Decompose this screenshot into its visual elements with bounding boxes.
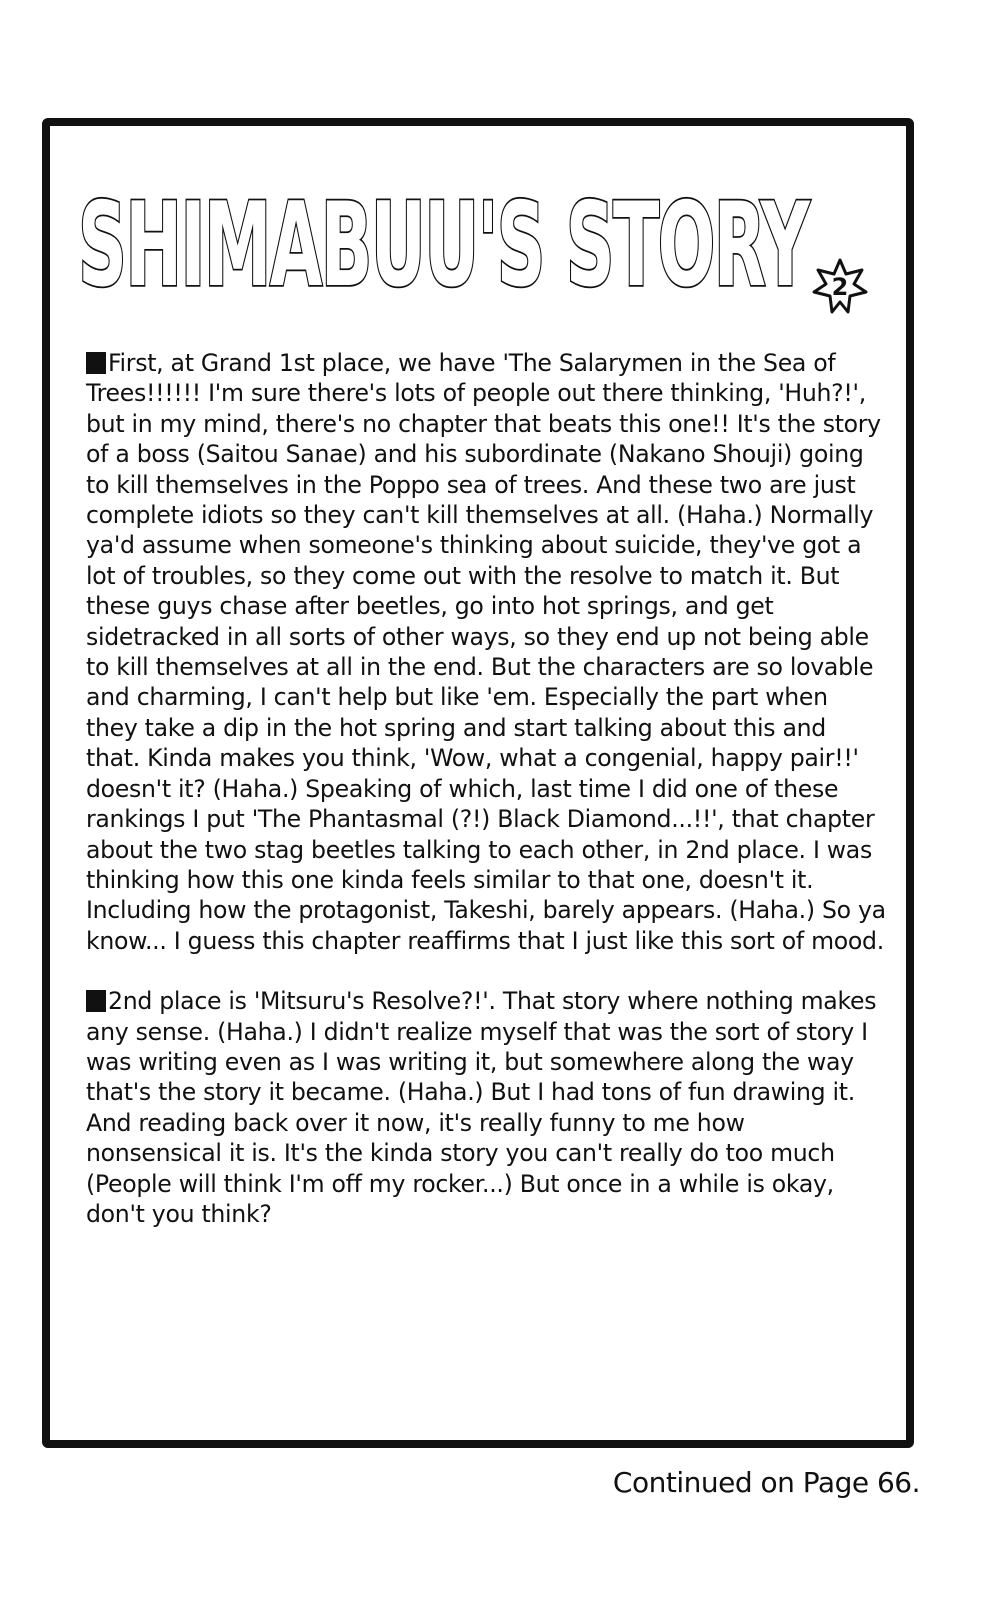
paragraph-text: 2nd place is 'Mitsuru's Resolve?!'. That story where nothing makes any sense. (Haha.) I didn't realize myself that was the sort of story I was writing even as I was writing it, but somewhere along the way that's the story it became. (Haha.) But I had tons of fun drawing it. And reading back over it now, it's really funny to me how nonsensical it is. It's the kinda story you can't really do too much (People will think I'm off my rocker...) But once in a while is okay, don't you think? [86, 987, 877, 1228]
paragraph-second-place [86, 986, 886, 1229]
badge-number: 2 [831, 273, 849, 301]
story-body [86, 348, 886, 1229]
continued-note: Continued on Page 66. [612, 1466, 920, 1499]
paragraph-first-place [86, 348, 886, 956]
square-bullet-icon [86, 352, 106, 374]
title-logo [72, 135, 892, 345]
title-banner [72, 135, 892, 345]
chapter-number-badge [812, 258, 868, 314]
square-bullet-icon [86, 990, 106, 1012]
paragraph-text: First, at Grand 1st place, we have 'The Salarymen in the Sea of Trees!!!!!! I'm sure there's lots of people out there thinking, 'Huh?!', but in my mind, there's no chapter that beats this one!! It's the story of a boss (Saitou Sanae) and his subordinate (Nakano Shouji) going to kill themselves in the Poppo sea of trees. And these two are just complete idiots so they can't kill themselves at all. (Haha.) Normally ya'd assume when someone's thinking about suicide, they've got a lot of troubles, so they come out with the resolve to match it. But these guys chase after beetles, go into hot springs, and get sidetracked in all sorts of other ways, so they end up not being able to kill themselves at all in the end. But the characters are so lovable and charming, I can't help but like 'em. Especially the part when they take a dip in the hot spring and start talking about this and that. Kinda makes you think, 'Wow, what a congenial, happy pair!!' doesn't it? (Haha.) Speaking of which, last time I did one of these rankings I put 'The Phantasmal (?!) Black Diamond...!!', that chapter about the two stag beetles talking to each other, in 2nd place. I was thinking how this one kinda feels similar to that one, doesn't it. Including how the protagonist, Takeshi, barely appears. (Haha.) So ya know... I guess this chapter reaffirms that I just like this sort of mood. [86, 349, 886, 955]
page-title: SHIMABUU'S STORY [78, 178, 811, 313]
